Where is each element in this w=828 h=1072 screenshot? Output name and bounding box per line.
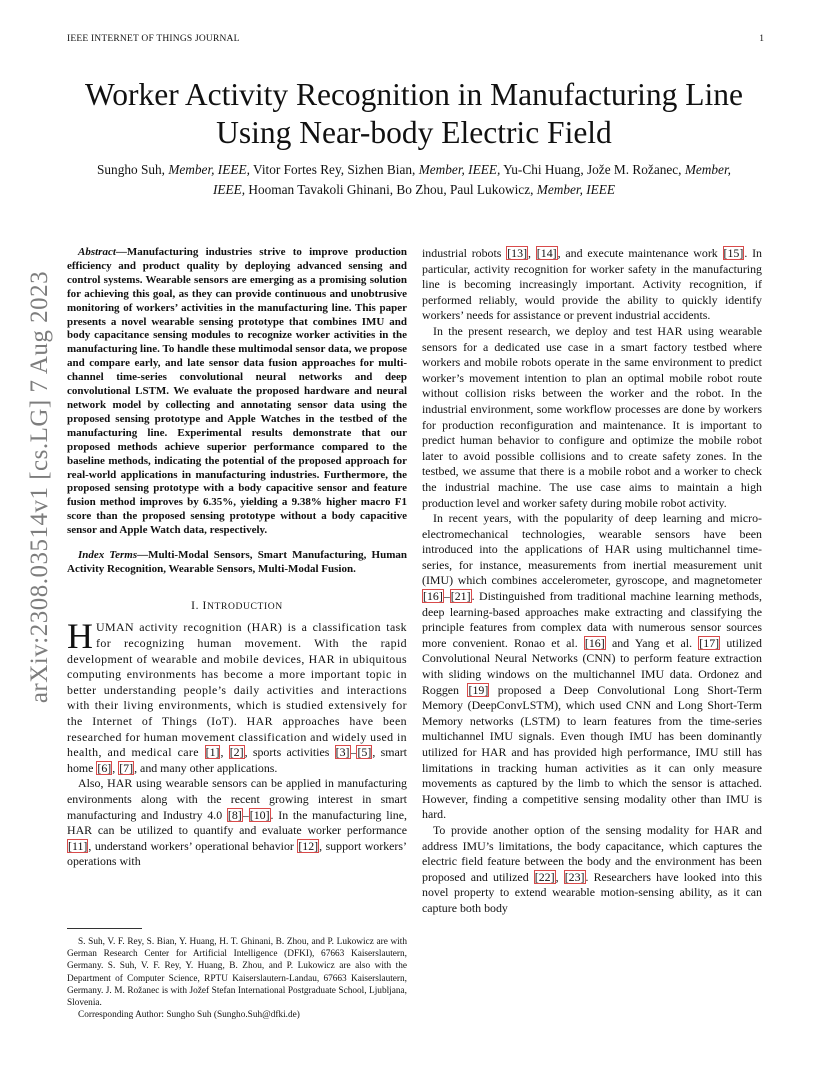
index-terms-label: Index Terms <box>78 549 138 562</box>
left-column <box>67 246 407 870</box>
body-paragraph: In recent years, with the popularity of deep learning and micro-electromechanical technologies, wearable sensors have been introduced into the applications of HAR using multichannel time-series, for instance, measurements from inertial measurement unit (IMU) which combines accelerometer, gyroscope, and magnetometer [16]–[21]. Distinguished from traditional machine learning methods, deep learning-based approaches make extracting and classifying the principle features from complex data with numerous sensor sources more convenient. Ronao et al. [16] and Yang et al. [17] utilized Convolutional Neural Networks (CNN) to perform feature extraction with sliding windows on the multichannel IMU data. Ordonez and Roggen [19] proposed a Deep Convolutional Long Short-Term Memory (DeepConvLSTM), which used CNN and Long Short-Term Memory networks (LSTM) to learn features from the time-series multichannel IMU signals. Even though IMU has been dominantly utilized for HAR and has provided high performance, IMU still has limitations in tracking human activities as it can only measure movements as captured by the limb to which the sensor is attached. However, finding a competitive sensing modality other than IMU is hard. <box>422 511 762 822</box>
author-group-3: Yu-Chi Huang, Jože M. Rožanec, <box>503 162 682 177</box>
citation-link[interactable]: [17] <box>699 635 720 650</box>
citation-link[interactable]: [2] <box>229 745 244 760</box>
citation-link[interactable]: [16] <box>423 589 443 604</box>
intro-paragraph-1: HUMAN activity recognition (HAR) is a classification task for recognizing human movement. With the rapid development of wearable and mobile devices, HAR in ubiquitous computing environments has become a more important topic in better understanding people’s daily activities and interactions with their living environments, which is studied extensively for the Internet of Things (IoT). HAR approaches have been researched for human movement classification and widely used in health, and medical care [1], [2], sports activities [3]–[5], smart home [6], [7], and many other applications. <box>67 616 407 775</box>
section-heading-introduction <box>67 599 407 615</box>
author-group-4: Hooman Tavakoli Ghinani, Bo Zhou, Paul Lukowicz, <box>248 182 534 197</box>
citation-link[interactable]: [22] <box>534 869 555 884</box>
membership-2: Member, IEEE, <box>418 162 501 177</box>
section-number: I. I <box>191 599 207 612</box>
body-paragraph: In the present research, we deploy and test HAR using wearable sensors for a dedicated use case in a smart factory testbed where workers and mobile robots operate in the same environment to predict worker’s movement intention to plan an optimal mobile robot route without collision risks between the worker and the robot. In the industrial environment, some workflow processes are done by workers for production reconfiguration and maintenance. It is important to predict human behavior to configure and optimize the mobile robot later to avoid possible collisions and to create safety zones. In the testbed, we assume that there is a mobile robot and a worker to check the industrial machine. The use case aims to maintain a high production level and worker safety during mobile robot activity. <box>422 323 762 510</box>
footnote <box>67 936 407 1021</box>
running-header: IEEE INTERNET OF THINGS JOURNAL <box>67 34 240 44</box>
citation-link[interactable]: [3] <box>335 745 350 760</box>
citation-link[interactable]: [19] <box>468 682 489 697</box>
membership-3: Member, IEEE, <box>212 162 731 197</box>
author-group-2: Vitor Fortes Rey, Sizhen Bian, <box>253 162 416 177</box>
index-terms-text: —Multi-Modal Sensors, Smart Manufacturing, Human Activity Recognition, Wearable Sensors, Multi-Modal Fusion. <box>67 549 407 575</box>
citation-link[interactable]: [21] <box>450 589 471 604</box>
index-terms <box>67 549 407 577</box>
citation-link[interactable]: [10] <box>249 807 270 822</box>
membership-4: Member, IEEE <box>536 182 616 197</box>
body-paragraph: To provide another option of the sensing modality for HAR and address IMU’s limitations, the body capacitance, which captures the electric field feature between the body and the environment has been proposed and utilized [22], [23]. Researchers have looked into this novel property to extend wearable motion-sensing ability, as it can capture both body <box>422 822 762 915</box>
citation-link[interactable]: [14] <box>536 246 557 260</box>
abstract <box>67 246 407 538</box>
citation-link[interactable]: [7] <box>119 760 134 775</box>
abstract-label: Abstract <box>78 246 116 258</box>
citation-link[interactable]: [5] <box>357 745 372 760</box>
author-list <box>86 160 742 200</box>
footnote-divider <box>67 928 142 929</box>
page-number: 1 <box>759 34 764 44</box>
author-group-1: Sungho Suh, <box>97 162 165 177</box>
body-paragraph-continued: industrial robots [13], [14], and execute maintenance work [15]. In particular, activity recognition for worker safety in the manufacturing line is becoming increasingly important. Activity recognition, if performed reliably, would provide the ability to quickly identify workers’ needs for assistance or prevent industrial accidents. <box>422 246 762 323</box>
citation-link[interactable]: [1] <box>205 745 220 760</box>
drop-cap: H <box>67 616 93 657</box>
citation-link[interactable]: [15] <box>723 246 744 260</box>
section-name: NTRODUCTION <box>206 600 283 612</box>
citation-link[interactable]: [13] <box>507 246 528 260</box>
citation-link[interactable]: [23] <box>564 869 585 884</box>
title-line-1: Worker Activity Recognition in Manufacturing Line <box>85 77 743 112</box>
citation-link[interactable]: [8] <box>227 807 242 822</box>
paper-title <box>40 76 788 152</box>
citation-link[interactable]: [12] <box>298 838 319 853</box>
arxiv-identifier-text: arXiv:2308.03514v1 [cs.LG] 7 Aug 2023 <box>26 270 53 704</box>
citation-link[interactable]: [11] <box>68 838 88 853</box>
right-column <box>422 246 762 917</box>
title-line-2: Using Near-body Electric Field <box>216 115 612 150</box>
membership-1: Member, IEEE, <box>168 162 250 177</box>
citation-link[interactable]: [16] <box>584 635 605 650</box>
affiliation-note: S. Suh, V. F. Rey, S. Bian, Y. Huang, H. T. Ghinani, B. Zhou, and P. Lukowicz are with German Research Center for Artificial Intelligence (DFKI), 67663 Kaiserslautern, Germany. S. Suh, V. F. Rey, Y. Huang, B. Zhou, and P. Lukowicz are also with the Department of Computer Science, RPTU Kaiserslautern-Landau, 67663 Kaiserslautern, Germany. J. M. Rožanec is with Jožef Stefan International Postgraduate School, Ljubljana, Slovenia. <box>67 937 407 1009</box>
corresponding-author-note: Corresponding Author: Sungho Suh (Sungho.Suh@dfki.de) <box>78 1010 300 1021</box>
citation-link[interactable]: [6] <box>97 760 112 775</box>
arxiv-identifier <box>24 270 56 704</box>
intro-paragraph-2: Also, HAR using wearable sensors can be applied in manufacturing environments along with the recent growing interest in smart manufacturing and Industry 4.0 [8]–[10]. In the manufacturing line, HAR can be utilized to quantify and evaluate worker performance [11], understand workers’ operational behavior [12], support workers’ operations with <box>67 776 407 869</box>
abstract-text: —Manufacturing industries strive to improve production efficiency and product quality by deploying advanced sensing and control systems. Wearable sensors are emerging as a promising solution for achieving this goal, as they can provide continuous and unobtrusive monitoring of workers’ activities in the manufacturing line. This paper presents a novel wearable sensing prototype that combines IMU and body capacitance sensing modules to recognize worker activities in the manufacturing line. To handle these multimodal sensor data, we propose and compare early, and late sensor data fusion approaches for multi-channel time-series convolutional neural networks and deep convolutional LSTM. We evaluate the proposed hardware and neural network model by collecting and annotating sensor data using the proposed sensing prototype and Apple Watches in the testbed of the manufacturing line. Experimental results demonstrate that our proposed methods achieve superior performance compared to the baseline methods, indicating the potential of the proposed approach for real-world applications in manufacturing industries. Furthermore, the proposed sensing prototype with a body capacitive sensor and feature fusion method improves by 6.35%, yielding a 9.38% higher macro F1 score than the proposed sensing prototype without a body capacitive sensor and Apple Watch data, respectively. <box>67 246 407 537</box>
